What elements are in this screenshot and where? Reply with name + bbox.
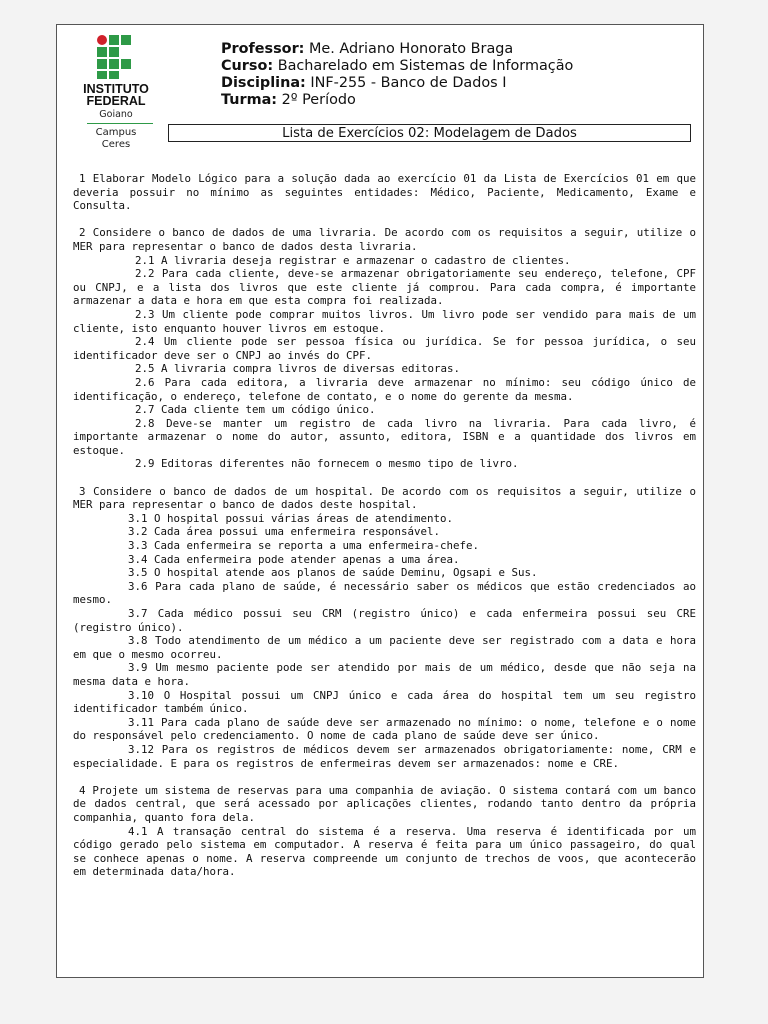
class-name: 2º Período bbox=[281, 92, 356, 108]
discipline-label: Disciplina: bbox=[221, 75, 306, 91]
professor-row bbox=[221, 41, 573, 58]
question-3-item-3: 3.3 Cada enfermeira se reporta a uma enfermeira-chefe. bbox=[128, 539, 480, 553]
discipline-name: INF-255 - Banco de Dados I bbox=[310, 75, 507, 91]
question-3-item-5: 3.5 O hospital atende aos planos de saúde Deminu, Ogsapi e Sus. bbox=[128, 566, 538, 580]
question-2-item-3: 2.3 Um cliente pode comprar muitos livros. Um livro pode ser vendido para mais de um cliente, isto enquanto houver livros em estoque. bbox=[73, 307, 696, 335]
professor-name: Me. Adriano Honorato Braga bbox=[309, 41, 514, 57]
question-2-item-9: 2.9 Editoras diferentes não fornecem o mesmo tipo de livro. bbox=[135, 457, 519, 471]
question-3-item-4: 3.4 Cada enfermeira pode atender apenas a uma área. bbox=[128, 552, 460, 566]
document-page bbox=[56, 24, 704, 978]
course-row bbox=[221, 58, 573, 75]
question-4-item-1: 4.1 A transação central do sistema é a reserva. Uma reserva é identificada por um código gerado pelo sistema em computador. A reserva é feita para um único passageiro, do qual se conhece apenas o nome. A reserva compreende um conjunto de trechos de voos, que acontecerão em determinada data/hora. bbox=[73, 824, 696, 879]
question-4: 4 Projete um sistema de reservas para uma companhia de aviação. O sistema contará com um banco de dados central, que será acessado por aplicações clientes, rodando tanto dentro da própria companhia, quanto fora dela. bbox=[73, 783, 696, 824]
question-2-item-6: 2.6 Para cada editora, a livraria deve armazenar no mínimo: seu código único de identificação, o endereço, telefone de contato, e o nome do gerente da mesma. bbox=[73, 375, 696, 403]
discipline-row bbox=[221, 75, 573, 92]
exercise-list-title: Lista de Exercícios 02: Modelagem de Dados bbox=[168, 124, 691, 142]
logo-divider bbox=[87, 123, 153, 124]
question-3-item-12: 3.12 Para os registros de médicos devem ser armazenados obrigatoriamente: nome, CRM e especialidade. E para os registros de enfermeiras devem ser armazenados: nome e CRE. bbox=[73, 742, 696, 770]
question-3-item-7: 3.7 Cada médico possui seu CRM (registro único) e cada enfermeira possui seu CRE (registro único). bbox=[73, 607, 696, 634]
question-1: 1 Elaborar Modelo Lógico para a solução dada ao exercício 01 da Lista de Exercícios 01 em que deveria possuir no mínimo as seguintes entidades: Médico, Paciente, Medicamento, Exame e Consulta. bbox=[73, 172, 696, 213]
logo-institution-name: INSTITUTO FEDERAL bbox=[83, 82, 149, 108]
logo-subtitle: Goiano bbox=[99, 109, 133, 120]
question-2-item-7: 2.7 Cada cliente tem um código único. bbox=[135, 403, 376, 417]
question-2-item-5: 2.5 A livraria compra livros de diversas editoras. bbox=[135, 362, 461, 376]
professor-label: Professor: bbox=[221, 41, 305, 57]
question-3: 3 Considere o banco de dados de um hospital. De acordo com os requisitos a seguir, utilize o MER para representar o banco de dados deste hospital. bbox=[73, 484, 696, 512]
question-2-item-2: 2.2 Para cada cliente, deve-se armazenar obrigatoriamente seu endereço, telefone, CPF ou CNPJ, e a lista dos livros que este cliente já comprou. Para cada compra, é importante armazenar a data e hora em que esta compra foi realizada. bbox=[73, 267, 696, 308]
logo-mark bbox=[97, 35, 133, 79]
campus-name: Campus Ceres bbox=[95, 127, 137, 150]
course-name: Bacharelado em Sistemas de Informação bbox=[277, 58, 574, 74]
question-2: 2 Considere o banco de dados de uma livraria. De acordo com os requisitos a seguir, utilize o MER para representar o banco de dados desta livraria. bbox=[73, 226, 696, 253]
exercise-content bbox=[73, 172, 696, 879]
question-3-item-11: 3.11 Para cada plano de saúde deve ser armazenado no mínimo: o nome, telefone e o nome do responsável pelo credenciamento. O nome de cada plano de saúde deve ser único. bbox=[73, 715, 696, 743]
question-3-item-6: 3.6 Para cada plano de saúde, é necessário saber os médicos que estão credenciados ao mesmo. bbox=[73, 579, 696, 607]
question-3-item-8: 3.8 Todo atendimento de um médico a um paciente deve ser registrado com a data e hora em que o mesmo ocorreu. bbox=[73, 634, 696, 661]
question-2-item-1: 2.1 A livraria deseja registrar e armazenar o cadastro de clientes. bbox=[135, 253, 571, 267]
course-label: Curso: bbox=[221, 58, 274, 74]
question-2-item-8: 2.8 Deve-se manter um registro de cada livro na livraria. Para cada livro, é importante armazenar o nome do autor, assunto, editora, ISBN e a quantidade dos livros em estoque. bbox=[73, 416, 696, 457]
question-2-item-4: 2.4 Um cliente pode ser pessoa física ou jurídica. Se for pessoa jurídica, o seu identificador deve ser o CNPJ ao invés do CPF. bbox=[73, 335, 696, 362]
class-label: Turma: bbox=[221, 92, 278, 108]
question-3-item-2: 3.2 Cada área possui uma enfermeira responsável. bbox=[128, 525, 441, 539]
class-row bbox=[221, 92, 573, 109]
question-3-item-9: 3.9 Um mesmo paciente pode ser atendido por mais de um médico, desde que não seja na mesma data e hora. bbox=[73, 661, 696, 688]
question-3-item-1: 3.1 O hospital possui várias áreas de atendimento. bbox=[128, 511, 454, 525]
document-header bbox=[221, 41, 573, 109]
question-3-item-10: 3.10 O Hospital possui um CNPJ único e cada área do hospital tem um seu registro identificador também único. bbox=[73, 688, 696, 716]
